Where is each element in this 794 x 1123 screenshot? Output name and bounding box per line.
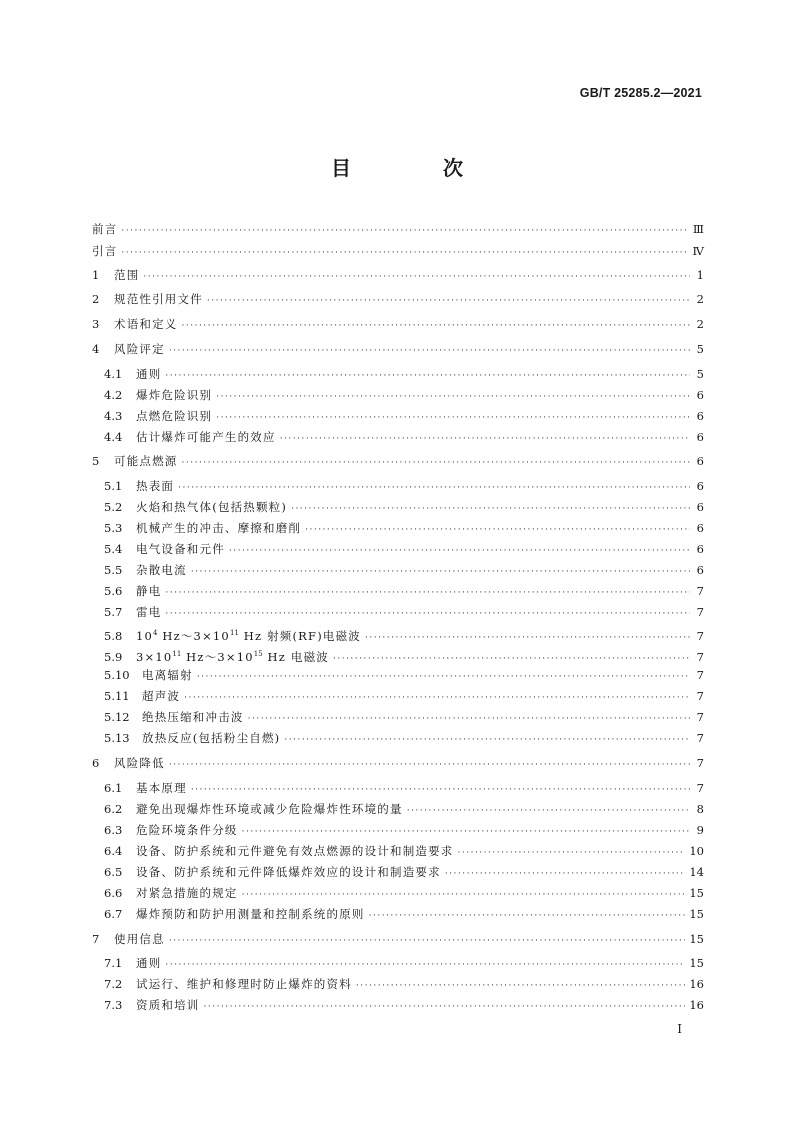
toc-leader-dots [191, 781, 690, 799]
toc-leader-dots [242, 823, 690, 841]
toc-entry-number: 5.9 [104, 650, 123, 664]
toc-entry-title: 规范性引用文件 [114, 292, 203, 306]
toc-entry[interactable] [92, 754, 704, 772]
toc-entry-title: 引言 [92, 244, 118, 258]
toc-entry-page: 14 [689, 865, 704, 879]
toc-entry-number: 6.5 [104, 865, 123, 879]
toc-entry[interactable] [92, 290, 704, 308]
toc-entry-number: 5.1 [104, 479, 123, 493]
toc-entry[interactable] [104, 863, 704, 881]
toc-leader-dots [191, 563, 690, 581]
toc-entry-title: 试运行、维护和修理时防止爆炸的资料 [136, 977, 352, 991]
toc-entry[interactable] [104, 800, 704, 818]
toc-entry-text-part: Hz 射频(RF)电磁波 [238, 629, 361, 643]
toc-entry-page: 6 [696, 563, 704, 577]
toc-entry-number: 3 [92, 317, 100, 331]
toc-entry-page: 15 [689, 956, 704, 970]
toc-entry-title: 静电 [136, 584, 162, 598]
toc-entry-number: 1 [92, 268, 100, 282]
toc-entry-page: 7 [696, 731, 704, 745]
toc-entry-exponent: 15 [253, 650, 263, 658]
toc-leader-dots [229, 542, 690, 560]
toc-entry-page: 7 [696, 756, 704, 770]
toc-entry-title: 机械产生的冲击、摩擦和磨削 [136, 521, 302, 535]
toc-entry[interactable] [104, 561, 704, 579]
toc-entry-title: 杂散电流 [136, 563, 187, 577]
toc-leader-dots [165, 956, 685, 974]
toc-entry[interactable] [104, 954, 704, 972]
toc-entry-title: 放热反应(包括粉尘自燃) [142, 731, 281, 745]
toc-entry-number: 4.2 [104, 388, 123, 402]
toc-entry-number: 5.5 [104, 563, 123, 577]
toc-entry-number: 5.6 [104, 584, 123, 598]
toc-entry-page: 7 [696, 689, 704, 703]
toc-entry[interactable] [104, 540, 704, 558]
toc-entry-number: 7.2 [104, 977, 123, 991]
toc-leader-dots [121, 244, 688, 262]
toc-entry-title: 爆炸预防和防护用测量和控制系统的原则 [136, 907, 365, 921]
toc-entry-text-part: Hz～3×10 [181, 650, 254, 664]
toc-entry-number: 6.4 [104, 844, 123, 858]
toc-entry-title: 点燃危险识别 [136, 409, 213, 423]
toc-leader-dots [248, 710, 690, 728]
toc-leader-dots [216, 409, 690, 427]
toc-entry-number: 6.7 [104, 907, 123, 921]
toc-entry-title: 术语和定义 [114, 317, 178, 331]
toc-entry-number: 6.3 [104, 823, 123, 837]
toc-entry[interactable] [104, 779, 704, 797]
toc-entry-number: 4.3 [104, 409, 123, 423]
toc-entry-page: 2 [696, 317, 704, 331]
toc-entry-page: 10 [689, 844, 704, 858]
toc-entry[interactable] [104, 498, 704, 516]
toc-entry-number: 7.3 [104, 998, 123, 1012]
page-title: 目 次 [331, 156, 499, 180]
toc-leader-dots [242, 886, 686, 904]
toc-entry-page: 6 [696, 479, 704, 493]
toc-entry[interactable] [104, 996, 704, 1014]
toc-entry-page: 7 [696, 668, 704, 682]
toc-entry-exponent: 11 [172, 650, 182, 658]
toc-entry-title: 使用信息 [114, 932, 165, 946]
toc-entry-number: 5.7 [104, 605, 123, 619]
toc-entry-page: 7 [696, 650, 704, 664]
toc-entry-number: 4.4 [104, 430, 123, 444]
toc-entry-title: 风险评定 [114, 342, 165, 356]
toc-entry-number: 6.2 [104, 802, 123, 816]
toc-entry[interactable] [92, 220, 704, 238]
toc-entry-number: 5.12 [104, 710, 130, 724]
toc-entry-page: 15 [689, 907, 704, 921]
toc-entry[interactable] [104, 729, 704, 747]
toc-leader-dots [305, 521, 690, 539]
toc-entry-page: 15 [689, 886, 704, 900]
toc-entry[interactable] [92, 340, 704, 358]
toc-entry-title: 基本原理 [136, 781, 187, 795]
toc-leader-dots [280, 430, 690, 448]
standard-code: GB/T 25285.2—2021 [579, 86, 702, 100]
toc-entry-page: 8 [696, 802, 704, 816]
toc-entry-title: 通则 [136, 956, 162, 970]
toc-entry[interactable] [104, 365, 704, 383]
toc-entry-page: 9 [696, 823, 704, 837]
toc-entry[interactable] [92, 930, 704, 948]
toc-entry-title: 风险降低 [114, 756, 165, 770]
toc-entry-title: 设备、防护系统和元件降低爆炸效应的设计和制造要求 [136, 865, 441, 879]
toc-entry-page: 6 [696, 500, 704, 514]
toc-entry[interactable] [104, 519, 704, 537]
toc-leader-dots [178, 479, 690, 497]
toc-entry[interactable] [104, 975, 704, 993]
toc-entry-title: 通则 [136, 367, 162, 381]
toc-entry[interactable] [104, 428, 704, 446]
toc-leader-dots [445, 865, 686, 883]
toc-entry-page: 6 [696, 521, 704, 535]
toc-entry[interactable] [104, 884, 704, 902]
toc-entry[interactable] [92, 315, 704, 333]
toc-entry-title: 绝热压缩和冲击波 [142, 710, 244, 724]
toc-entry-number: 5.4 [104, 542, 123, 556]
toc-entry[interactable] [104, 582, 704, 600]
toc-leader-dots [291, 500, 690, 518]
toc-leader-dots [207, 292, 690, 310]
toc-entry-title: 估计爆炸可能产生的效应 [136, 430, 276, 444]
toc-entry-title: 电离辐射 [142, 668, 193, 682]
toc-leader-dots [197, 668, 690, 686]
toc-entry-number: 6.6 [104, 886, 123, 900]
toc-entry[interactable] [104, 386, 704, 404]
toc-entry-page: 2 [696, 292, 704, 306]
toc-entry-number: 5 [92, 454, 100, 468]
toc-entry-page: 7 [696, 781, 704, 795]
toc-entry-page: 6 [696, 542, 704, 556]
toc-entry-page: 15 [689, 932, 704, 946]
page-number: Ⅰ [677, 1022, 682, 1036]
toc-entry-number: 5.10 [104, 668, 130, 682]
toc-entry[interactable] [104, 905, 704, 923]
toc-leader-dots [143, 268, 690, 286]
toc-entry-text-part: 10 [136, 629, 154, 643]
toc-leader-dots [165, 584, 690, 602]
toc-entry-text-part: Hz 电磁波 [262, 650, 329, 664]
toc-entry-text-part: 3×10 [136, 650, 173, 664]
toc-entry-title [136, 645, 329, 666]
toc-entry-title [136, 624, 361, 645]
toc-entry-number: 5.2 [104, 500, 123, 514]
toc-leader-dots [165, 367, 690, 385]
toc-entry[interactable] [104, 645, 704, 663]
toc-entry-page: 7 [696, 629, 704, 643]
toc-entry[interactable] [104, 666, 704, 684]
toc-entry-page: 1 [696, 268, 704, 282]
toc-entry-title: 超声波 [142, 689, 181, 703]
toc-entry[interactable] [104, 603, 704, 621]
toc-entry-page: 6 [696, 454, 704, 468]
toc-leader-dots [458, 844, 686, 862]
toc-entry-number: 6 [92, 756, 100, 770]
toc-entry-title: 雷电 [136, 605, 162, 619]
toc-entry-title: 危险环境条件分级 [136, 823, 238, 837]
toc-entry-title: 资质和培训 [136, 998, 200, 1012]
toc-entry-page: 16 [689, 998, 704, 1012]
toc-leader-dots [165, 605, 690, 623]
toc-entry[interactable] [104, 624, 704, 642]
toc-entry-number: 4 [92, 342, 100, 356]
toc-entry-title: 电气设备和元件 [136, 542, 225, 556]
toc-leader-dots [182, 454, 691, 472]
toc-entry-page: 16 [689, 977, 704, 991]
toc-leader-dots [356, 977, 685, 995]
toc-entry[interactable] [104, 477, 704, 495]
toc-entry-page: 6 [696, 409, 704, 423]
toc-entry-page: 5 [696, 342, 704, 356]
toc-entry-title: 避免出现爆炸性环境或减少危险爆炸性环境的量 [136, 802, 403, 816]
toc-entry[interactable] [104, 407, 704, 425]
toc-leader-dots [204, 998, 686, 1016]
toc-entry-number: 5.11 [104, 689, 130, 703]
toc-leader-dots [169, 932, 686, 950]
toc-entry-title: 热表面 [136, 479, 175, 493]
toc-entry-text-part: Hz～3×10 [157, 629, 230, 643]
toc-entry-number: 7 [92, 932, 100, 946]
toc-leader-dots [182, 317, 691, 335]
toc-leader-dots [184, 689, 690, 707]
toc-entry-title: 对紧急措施的规定 [136, 886, 238, 900]
toc-leader-dots [407, 802, 690, 820]
toc-leader-dots [121, 222, 689, 240]
toc-entry[interactable] [104, 708, 704, 726]
toc-entry-exponent: 11 [229, 629, 239, 637]
toc-entry-title: 火焰和热气体(包括热颗粒) [136, 500, 288, 514]
toc-entry-page: 7 [696, 710, 704, 724]
toc-entry-page: Ⅲ [692, 222, 704, 236]
toc-entry-page: 5 [696, 367, 704, 381]
toc-entry[interactable] [104, 687, 704, 705]
toc-entry-page: Ⅳ [692, 244, 704, 258]
toc-entry-exponent: 4 [153, 629, 158, 637]
toc-entry-page: 6 [696, 430, 704, 444]
toc-entry-title: 前言 [92, 222, 118, 236]
toc-entry-number: 6.1 [104, 781, 123, 795]
toc-entry-number: 5.8 [104, 629, 123, 643]
toc-entry-page: 7 [696, 605, 704, 619]
toc-entry-number: 4.1 [104, 367, 123, 381]
toc-leader-dots [369, 907, 686, 925]
toc-entry-number: 5.13 [104, 731, 130, 745]
toc-entry-page: 7 [696, 584, 704, 598]
toc-entry-title: 设备、防护系统和元件避免有效点燃源的设计和制造要求 [136, 844, 454, 858]
toc-entry[interactable] [104, 842, 704, 860]
toc-entry[interactable] [92, 452, 704, 470]
toc-entry-title: 范围 [114, 268, 140, 282]
toc-leader-dots [169, 342, 690, 360]
toc-leader-dots [169, 756, 690, 774]
toc-leader-dots [216, 388, 690, 406]
toc-entry-number: 7.1 [104, 956, 123, 970]
toc-entry-title: 可能点燃源 [114, 454, 178, 468]
toc-entry-number: 5.3 [104, 521, 123, 535]
toc-entry[interactable] [104, 821, 704, 839]
toc-entry-number: 2 [92, 292, 100, 306]
toc-entry[interactable] [92, 266, 704, 284]
toc-entry-page: 6 [696, 388, 704, 402]
toc-entry-title: 爆炸危险识别 [136, 388, 213, 402]
toc-entry[interactable] [92, 242, 704, 260]
toc-leader-dots [284, 731, 690, 749]
